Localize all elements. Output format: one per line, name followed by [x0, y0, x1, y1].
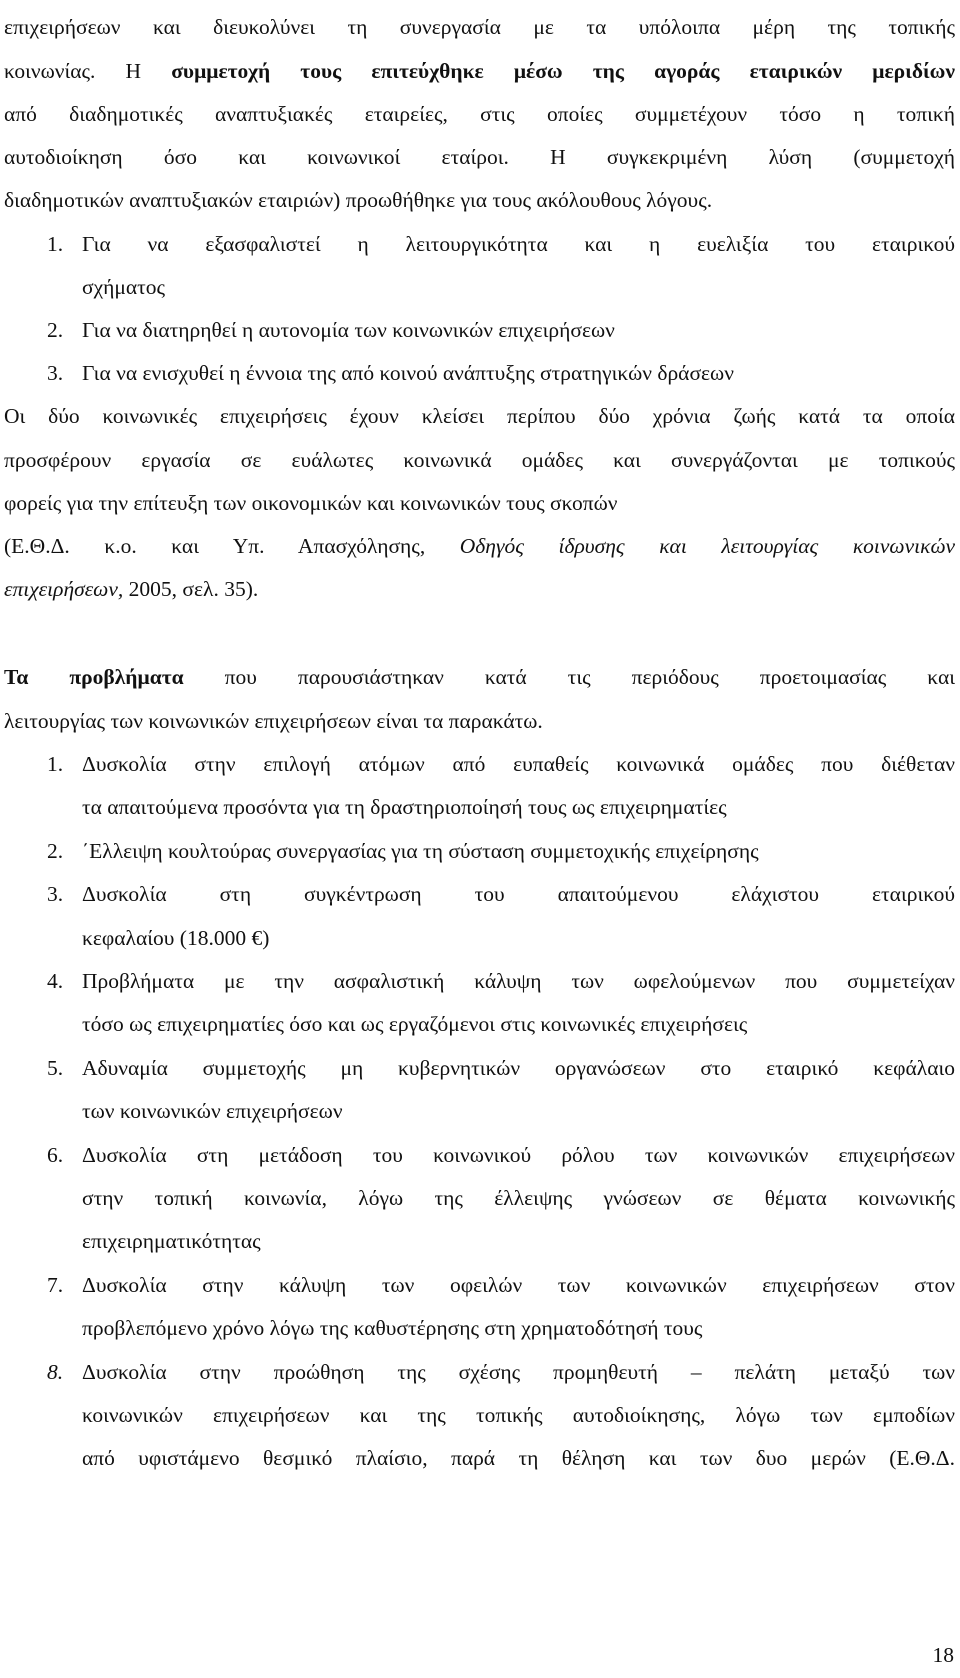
paragraph-line: λειτουργίας των κοινωνικών επιχειρήσεων είναι τα παρακάτω.: [4, 709, 543, 733]
bold-text: συμμετοχή τους επιτεύχθηκε μέσω της αγοράς εταιρικών μεριδίων: [171, 59, 955, 83]
list-number: 3.: [47, 361, 64, 385]
list-item-text: ΄Ελλειψη κουλτούρας συνεργασίας για τη σύσταση συμμετοχικής επιχείρησης: [82, 839, 759, 863]
page-number: 18: [932, 1643, 954, 1667]
paragraph-line: επιχειρήσεων και διευκολύνει τη συνεργασία με τα υπόλοιπα μέρη της τοπικής: [4, 15, 955, 39]
bold-text: Τα προβλήματα: [4, 665, 184, 689]
list-item-text: κοινωνικών επιχειρήσεων και της τοπικής αυτοδιοίκησης, λόγω των εμποδίων: [82, 1403, 955, 1427]
list-item-text: από υφιστάμενο θεσμικό πλαίσιο, παρά τη θέληση και των δυο μερών (Ε.Θ.Δ.: [82, 1446, 955, 1470]
list-item-text: επιχειρηματικότητας: [82, 1229, 261, 1253]
paragraph-line: αυτοδιοίκηση όσο και κοινωνικοί εταίροι. Η συγκεκριμένη λύση (συμμετοχή: [4, 145, 955, 169]
list-number: 4.: [47, 969, 64, 993]
paragraph-line: Οι δύο κοινωνικές επιχειρήσεις έχουν κλείσει περίπου δύο χρόνια ζωής κατά τα οποία: [4, 404, 955, 428]
list-item-text: Δυσκολία στην επιλογή ατόμων από ευπαθείς κοινωνικά ομάδες που διέθεταν: [82, 752, 955, 776]
list-item-text: σχήματος: [82, 275, 166, 299]
text-span: κοινωνίας. Η: [4, 59, 172, 83]
list-item-text: Προβλήματα με την ασφαλιστική κάλυψη των ωφελούμενων που συμμετείχαν: [82, 969, 955, 993]
paragraph-line: [4, 664, 955, 690]
paragraph-line: [4, 576, 258, 602]
text-span: (Ε.Θ.Δ. κ.ο. και Υπ. Απασχόλησης,: [4, 534, 460, 558]
list-item-text: τόσο ως επιχειρηματίες όσο και ως εργαζόμενοι στις κοινωνικές επιχειρήσεις: [82, 1012, 748, 1036]
list-item-text: Για να εξασφαλιστεί η λειτουργικότητα και η ευελιξία του εταιρικού: [82, 232, 955, 256]
list-item-text: τα απαιτούμενα προσόντα για τη δραστηριοποίησή τους ως επιχειρηματίες: [82, 795, 727, 819]
list-number: 5.: [47, 1056, 64, 1080]
list-item-text: των κοινωνικών επιχειρήσεων: [82, 1099, 343, 1123]
list-number: 2.: [47, 318, 64, 342]
paragraph-line: προσφέρουν εργασία σε ευάλωτες κοινωνικά ομάδες και συνεργάζονται με τοπικούς: [4, 448, 955, 472]
list-item-text: Δυσκολία στην κάλυψη των οφειλών των κοινωνικών επιχειρήσεων στον: [82, 1273, 955, 1297]
text-span: που παρουσιάστηκαν κατά τις περιόδους προετοιμασίας και: [183, 665, 955, 689]
list-number: 1.: [47, 752, 64, 776]
paragraph-line: διαδημοτικών αναπτυξιακών εταιριών) προωθήθηκε για τους ακόλουθους λόγους.: [4, 188, 713, 212]
list-number: 7.: [47, 1273, 64, 1297]
list-item-text: Δυσκολία στην προώθηση της σχέσης προμηθευτή – πελάτη μεταξύ των: [82, 1360, 955, 1384]
paragraph-line: [4, 533, 955, 559]
list-number: 1.: [47, 232, 64, 256]
paragraph-line: φορείς για την επίτευξη των οικονομικών και κοινωνικών τους σκοπών: [4, 491, 618, 515]
list-item-text: Για να ενισχυθεί η έννοια της από κοινού ανάπτυξης στρατηγικών δράσεων: [82, 361, 734, 385]
paragraph-line: από διαδημοτικές αναπτυξιακές εταιρείες, στις οποίες συμμετέχουν τόσο η τοπική: [4, 102, 955, 126]
paragraph-line: [4, 58, 955, 84]
text-span: 2005, σελ. 35).: [123, 577, 259, 601]
list-item-text: προβλεπόμενο χρόνο λόγω της καθυστέρησης στη χρηματοδότησή τους: [82, 1316, 703, 1340]
list-item-text: Αδυναμία συμμετοχής μη κυβερνητικών οργανώσεων στο εταιρικό κεφάλαιο: [82, 1056, 955, 1080]
list-number: 2.: [47, 839, 64, 863]
list-number: 6.: [47, 1143, 64, 1167]
list-number: 8.: [47, 1360, 64, 1384]
list-item-text: κεφαλαίου (18.000 €): [82, 926, 270, 950]
italic-title: Οδηγός ίδρυσης και λειτουργίας κοινωνικών: [459, 534, 955, 558]
list-item-text: Δυσκολία στη μετάδοση του κοινωνικού ρόλου των κοινωνικών επιχειρήσεων: [82, 1143, 955, 1167]
list-item-text: στην τοπική κοινωνία, λόγω της έλλειψης γνώσεων σε θέματα κοινωνικής: [82, 1186, 955, 1210]
list-number: 3.: [47, 882, 64, 906]
list-item-text: Για να διατηρηθεί η αυτονομία των κοινωνικών επιχειρήσεων: [82, 318, 615, 342]
italic-title: επιχειρήσεων,: [4, 577, 124, 601]
list-item-text: Δυσκολία στη συγκέντρωση του απαιτούμενου ελάχιστου εταιρικού: [82, 882, 955, 906]
